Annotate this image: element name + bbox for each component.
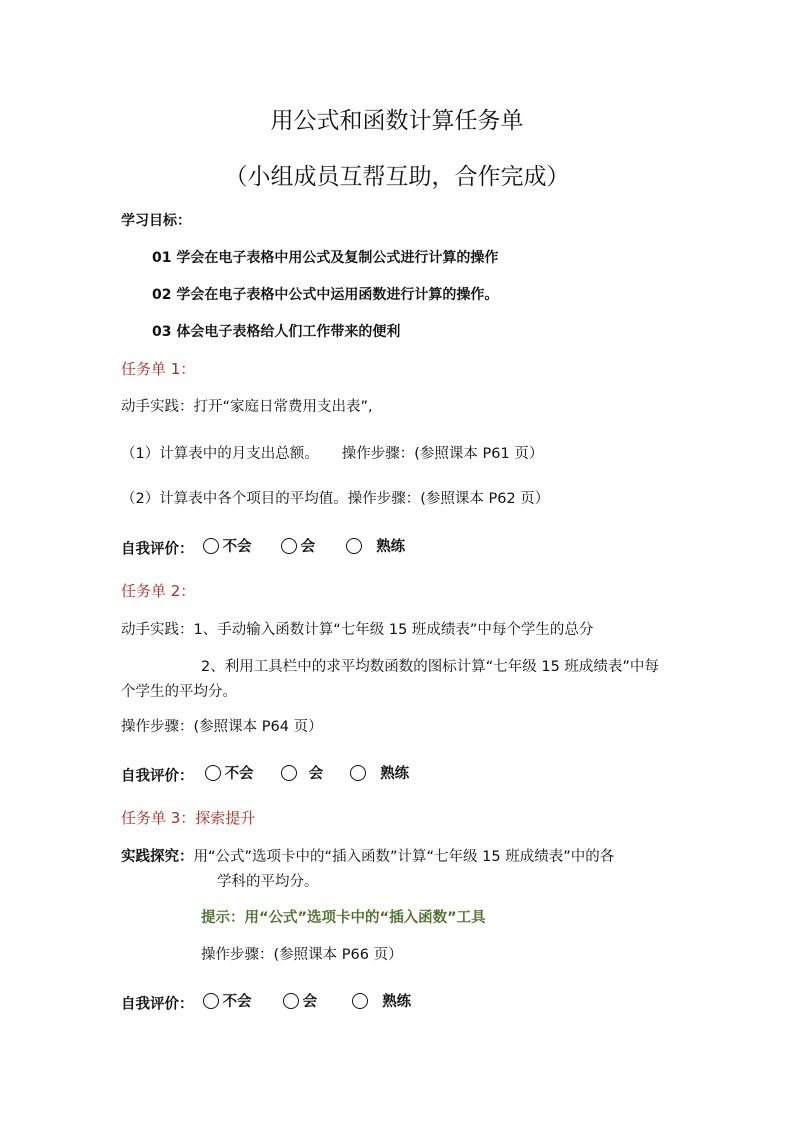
radio-circle-icon[interactable] [352,993,368,1009]
radio-circle-icon[interactable] [203,993,219,1009]
radio-circle-icon[interactable] [283,993,299,1009]
option-not-able[interactable]: 不会 [203,535,252,556]
task3-explore-cont: 学科的平均分。 [217,874,319,890]
self-eval-1 [121,535,405,559]
self-eval-2 [121,762,409,786]
task1-heading: 任务单 1： [121,360,196,378]
goals-heading: 学习目标： [121,213,191,229]
option-proficient[interactable]: 熟练 [352,990,411,1011]
radio-circle-icon[interactable] [346,538,362,554]
option-able[interactable]: 会 [283,990,318,1011]
task2-practice-2-cont: 个学生的平均分。 [121,684,237,700]
radio-circle-icon[interactable] [350,765,366,781]
page-title: 用公式和函数计算任务单 [270,108,524,134]
task3-heading: 任务单 3：探索提升 [121,809,256,827]
option-proficient[interactable]: 熟练 [350,762,409,783]
option-not-able[interactable]: 不会 [205,762,254,783]
task1-step1: （1）计算表中的月支出总额。 操作步骤：(参照课本 P61 页） [121,446,544,462]
radio-circle-icon[interactable] [281,765,297,781]
option-proficient[interactable]: 熟练 [346,535,405,556]
radio-circle-icon[interactable] [281,538,297,554]
task3-steps: 操作步骤：(参照课本 P66 页） [201,947,403,963]
task2-practice-1: 动手实践：1、手动输入函数计算“七年级 15 班成绩表”中每个学生的总分 [121,622,594,638]
task2-steps: 操作步骤：(参照课本 P64 页） [121,719,323,735]
task3-hint: 提示：用“公式”选项卡中的“插入函数”工具 [201,910,486,926]
explore-label: 实践探究： [121,849,194,865]
self-eval-label: 自我评价： [121,768,194,785]
task2-heading: 任务单 2： [121,582,196,600]
explore-line-1: 用“公式”选项卡中的“插入函数”计算“七年级 15 班成绩表”中的各 [193,849,615,865]
option-not-able[interactable]: 不会 [203,990,252,1011]
task2-practice-2: 2、利用工具栏中的求平均数函数的图标计算“七年级 15 班成绩表”中每 [201,659,659,675]
page-subtitle: （小组成员互帮互助，合作完成） [224,164,570,190]
goal-item-3: 03 体会电子表格给人们工作带来的便利 [152,324,401,340]
option-able[interactable]: 会 [281,535,316,556]
self-eval-label: 自我评价： [121,996,194,1013]
task1-practice: 动手实践：打开“家庭日常费用支出表”, [121,399,373,415]
option-able[interactable]: 会 [281,762,324,783]
goal-item-1: 01 学会在电子表格中用公式及复制公式进行计算的操作 [152,250,499,266]
goal-item-2: 02 学会在电子表格中公式中运用函数进行计算的操作。 [152,287,499,303]
self-eval-3 [121,990,411,1014]
task3-explore [121,845,614,866]
task1-step2: （2）计算表中各个项目的平均值。操作步骤：(参照课本 P62 页） [121,491,550,507]
radio-circle-icon[interactable] [203,538,219,554]
radio-circle-icon[interactable] [205,765,221,781]
self-eval-label: 自我评价： [121,541,194,558]
